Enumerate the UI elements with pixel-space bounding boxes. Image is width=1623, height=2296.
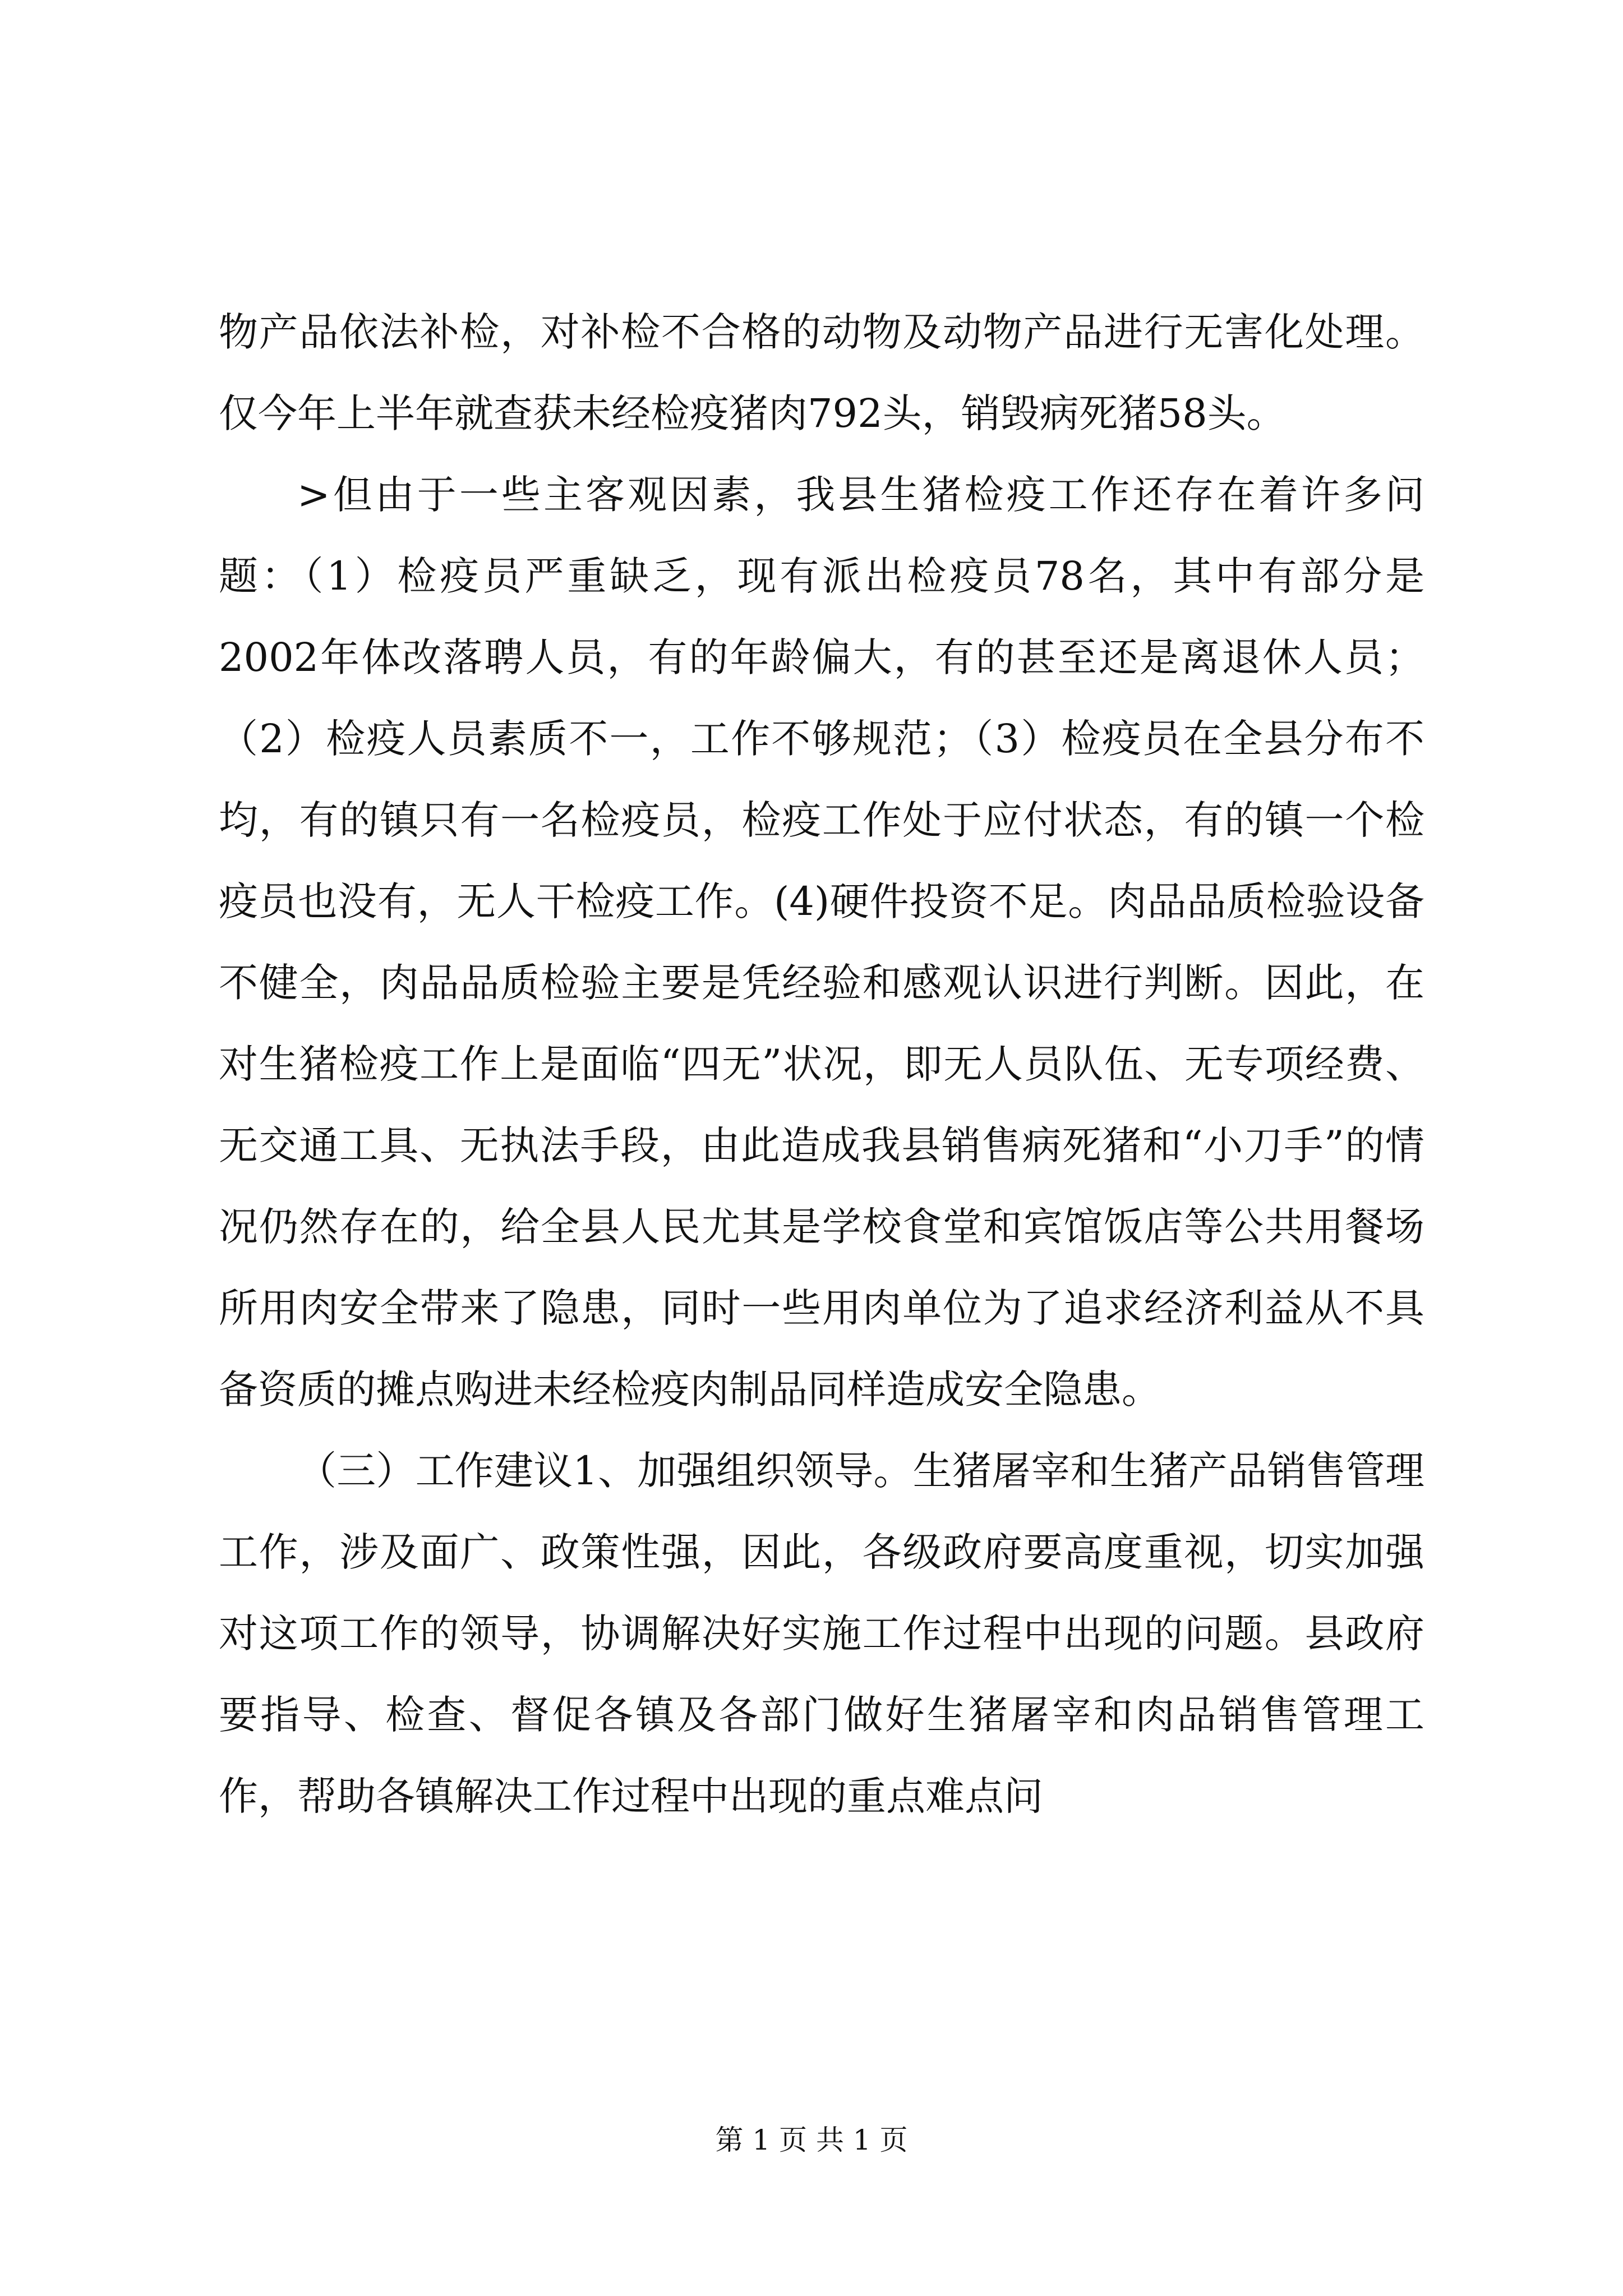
paragraph-continuation: 物产品依法补检，对补检不合格的动物及动物产品进行无害化处理。仅今年上半年就查获未经检疫猪肉792头，销毁病死猪58头。	[219, 309, 1424, 436]
document-body	[219, 292, 1424, 1837]
paragraph-work-suggestions: （三）工作建议1、加强组织领导。生猪屠宰和生猪产品销售管理工作，涉及面广、政策性强，因此，各级政府要高度重视，切实加强对这项工作的领导，协调解决好实施工作过程中出现的问题。县政府要指导、检查、督促各镇及各部门做好生猪屠宰和肉品销售管理工作，帮助各镇解决工作过程中出现的重点难点问	[219, 1448, 1424, 1819]
page-number-footer: 第 1 页 共 1 页	[715, 2124, 908, 2156]
paragraph-quarantine-problems: >但由于一些主客观因素，我县生猪检疫工作还存在着许多问题：（1）检疫员严重缺乏，现有派出检疫员78名，其中有部分是2002年体改落聘人员，有的年龄偏大，有的甚至还是离退休人员；（2）检疫人员素质不一，工作不够规范；（3）检疫员在全县分布不均，有的镇只有一名检疫员，检疫工作处于应付状态，有的镇一个检疫员也没有，无人干检疫工作。(4)硬件投资不足。肉品品质检验设备不健全，肉品品质检验主要是凭经验和感观认识进行判断。因此，在对生猪检疫工作上是面临“四无”状况，即无人员队伍、无专项经费、无交通工具、无执法手段，由此造成我县销售病死猪和“小刀手”的情况仍然存在的，给全县人民尤其是学校食堂和宾馆饭店等公共用餐场所用肉安全带来了隐患，同时一些用肉单位为了追求经济利益从不具备资质的摊点购进未经检疫肉制品同样造成安全隐患。	[219, 472, 1424, 1412]
